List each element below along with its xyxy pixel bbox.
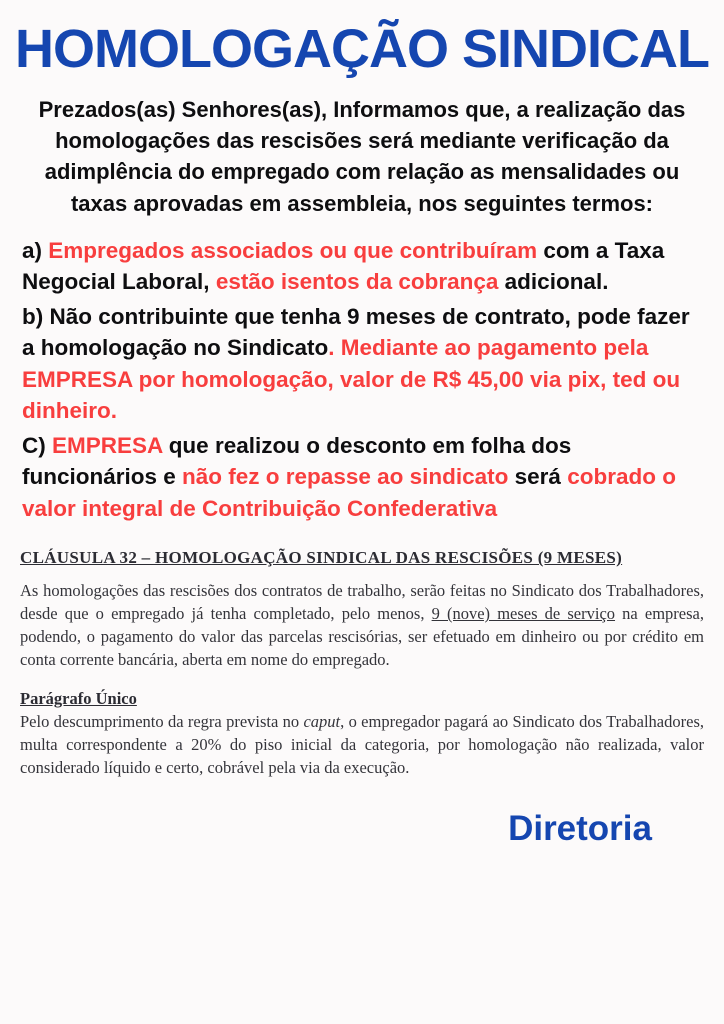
terms-list: [0, 235, 724, 525]
term-item-c: C) EMPRESA que realizou o desconto em folha dos funcionários e não fez o repasse ao sindicato será cobrado o valor integral de Contribuição Confederativa: [22, 432, 676, 521]
page-title: HOMOLOGAÇÃO SINDICAL: [15, 19, 709, 79]
term-item-a: a) Empregados associados ou que contribuíram com a Taxa Negocial Laboral, estão isentos da cobrança adicional.: [22, 237, 665, 295]
paragraph-unico-body: Pelo descumprimento da regra prevista no caput, o empregador pagará ao Sindicato dos Trabalhadores, multa correspondente a 20% do piso inicial da categoria, por homologação não realizada, valor considerado líquido e certo, cobrável pela via da execução.: [20, 712, 704, 778]
intro-paragraph: Prezados(as) Senhores(as), Informamos que, a realização das homologações das rescisões será mediante verificação da adimplência do empregado com relação as mensalidades ou taxas aprovadas em assembleia, nos seguintes termos:: [38, 97, 686, 216]
clause-body: As homologações das rescisões dos contratos de trabalho, serão feitas no Sindicato dos Trabalhadores, desde que o empregado já tenha completado, pelo menos, 9 (nove) meses de serviço na empresa, podendo, o pagamento do valor das parcelas rescisórias, ser efetuado em dinheiro ou por crédito em conta corrente bancária, aberta em nome do empregado.: [20, 581, 704, 670]
contract-excerpt: [0, 548, 724, 779]
clause-heading: CLÁUSULA 32 – HOMOLOGAÇÃO SINDICAL DAS RESCISÕES (9 MESES): [20, 548, 623, 568]
paragraph-unico-heading: Parágrafo Único: [20, 689, 137, 709]
signature-diretoria: Diretoria: [508, 809, 652, 849]
term-item-b: b) Não contribuinte que tenha 9 meses de contrato, pode fazer a homologação no Sindicato. Mediante ao pagamento pela EMPRESA por homologação, valor de R$ 45,00 via pix, ted ou dinheiro.: [22, 303, 690, 424]
